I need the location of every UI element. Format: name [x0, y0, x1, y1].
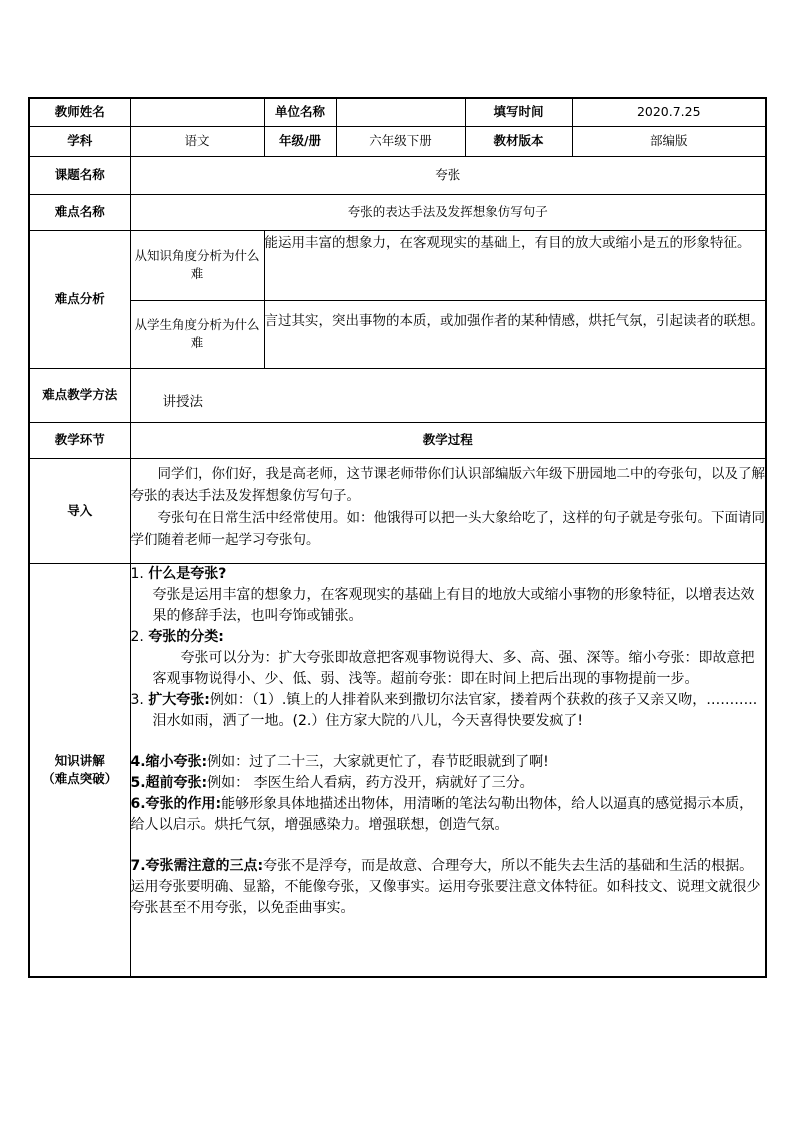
lesson-title-label: 课题名称	[29, 156, 130, 194]
item6-text: 能够形象具体地描述出物体，用清晰的笔法勾勒出物体，给人以逼真的感觉揭示本质，给人以启示。烘托气氛，增强感染力。增强联想，创造气氛。	[130, 795, 754, 833]
item2-text: 夸张可以分为：扩大夸张即故意把客观事物说得大、多、高、强、深等。缩小夸张：即故意把客观事物说得小、少、低、弱、浅等。超前夸张：即在时间上把后出现的事物提前一步。	[152, 649, 755, 687]
subject-label: 学科	[29, 126, 130, 156]
knowledge-item-7	[131, 856, 766, 919]
intro-label: 导入	[29, 458, 130, 563]
analysis-label: 难点分析	[29, 230, 130, 368]
knowledge-item-2	[131, 627, 766, 648]
item1-text: 夸张是运用丰富的想象力，在客观现实的基础上有目的地放大或缩小事物的形象特征，以增表达效果的修辞手法，也叫夸饰或铺张。	[152, 586, 755, 624]
teacher-name-value[interactable]	[130, 98, 264, 126]
difficulty-row	[29, 194, 766, 230]
item5-text: 例如： 李医生给人看病，药方没开，病就好了三分。	[207, 774, 534, 791]
stage-label: 教学环节	[29, 422, 130, 458]
knowledge-content	[130, 563, 766, 977]
difficulty-label: 难点名称	[29, 194, 130, 230]
header-row-2	[29, 126, 766, 156]
unit-name-value[interactable]	[336, 98, 465, 126]
method-row	[29, 368, 766, 422]
knowledge-label-line1: 知识讲解	[54, 752, 105, 768]
knowledge-angle-label: 从知识角度分析为什么难	[130, 230, 264, 300]
teacher-name-label: 教师姓名	[29, 98, 130, 126]
process-header-row	[29, 422, 766, 458]
lesson-title-row	[29, 156, 766, 194]
intro-row	[29, 458, 766, 563]
spacer	[131, 732, 766, 752]
grade-label: 年级/册	[264, 126, 336, 156]
method-value: 讲授法	[130, 368, 766, 422]
knowledge-angle-text: 能运用丰富的想象力，在客观现实的基础上，有目的放大或缩小是五的形象特征。	[264, 230, 766, 300]
knowledge-label-line2: （难点突破）	[42, 770, 118, 786]
knowledge-item-3	[131, 690, 766, 732]
analysis-student-row	[29, 300, 766, 368]
item4-text: 例如：过了二十三，大家就更忙了，春节眨眼就到了啊!	[207, 753, 549, 770]
knowledge-row	[29, 563, 766, 977]
item6-title: 6.夸张的作用:	[130, 795, 222, 812]
item3-number: 3.	[130, 691, 144, 708]
item1-number: 1.	[130, 565, 144, 582]
knowledge-label	[29, 563, 130, 977]
process-label: 教学过程	[130, 422, 766, 458]
item7-text: 夸张不是浮夸，而是故意、合理夸大，所以不能失去生活的基础和生活的根据。运用夸张要明确、显豁，不能像夸张，又像事实。运用夸张要注意文体特征。如科技文、说理文就很少夸张甚至不用夸张，以免歪曲事实。	[130, 857, 761, 916]
edition-value: 部编版	[572, 126, 766, 156]
lesson-title-value: 夸张	[130, 156, 766, 194]
grade-value: 六年级下册	[336, 126, 465, 156]
unit-name-label: 单位名称	[264, 98, 336, 126]
item4-title: 4.缩小夸张:	[130, 753, 208, 770]
analysis-knowledge-row	[29, 230, 766, 300]
item3-title: 扩大夸张:	[148, 691, 210, 708]
fill-date-label: 填写时间	[465, 98, 572, 126]
method-label: 难点教学方法	[29, 368, 130, 422]
item7-title: 7.夸张需注意的三点:	[130, 857, 264, 874]
knowledge-item-1	[131, 564, 766, 585]
fill-date-value[interactable]: 2020.7.25	[572, 98, 766, 126]
intro-paragraph-1: 同学们，你们好，我是高老师，这节课老师带你们认识部编版六年级下册园地二中的夸张句，以及了解夸张的表达手法及发挥想象仿写句子。	[130, 465, 765, 504]
item3-text: 例如：（1）.镇上的人排着队来到撒切尔法官家，搂着两个获救的孩子又亲又吻，………..泪水如雨，洒了一地。(2.）住方家大院的八儿，今天喜得快要发疯了!	[152, 691, 758, 729]
lesson-plan-table	[28, 97, 767, 978]
knowledge-item-5	[131, 773, 766, 794]
header-row-1	[29, 98, 766, 126]
student-angle-label: 从学生角度分析为什么难	[130, 300, 264, 368]
student-angle-text: 言过其实，突出事物的本质，或加强作者的某种情感，烘托气氛，引起读者的联想。	[264, 300, 766, 368]
item2-title: 夸张的分类:	[148, 628, 224, 645]
difficulty-value: 夸张的表达手法及发挥想象仿写句子	[130, 194, 766, 230]
item5-title: 5.超前夸张:	[130, 774, 208, 791]
edition-label: 教材版本	[465, 126, 572, 156]
item1-title: 什么是夸张?	[148, 565, 227, 582]
subject-value: 语文	[130, 126, 264, 156]
spacer	[131, 836, 766, 856]
knowledge-item-6	[131, 794, 766, 836]
item2-number: 2.	[130, 628, 144, 645]
knowledge-item-4	[131, 752, 766, 773]
intro-paragraph-2: 夸张句在日常生活中经常使用。如：他饿得可以把一头大象给吃了，这样的句子就是夸张句。下面请同学们随着老师一起学习夸张句。	[130, 509, 765, 548]
intro-content	[130, 458, 766, 563]
